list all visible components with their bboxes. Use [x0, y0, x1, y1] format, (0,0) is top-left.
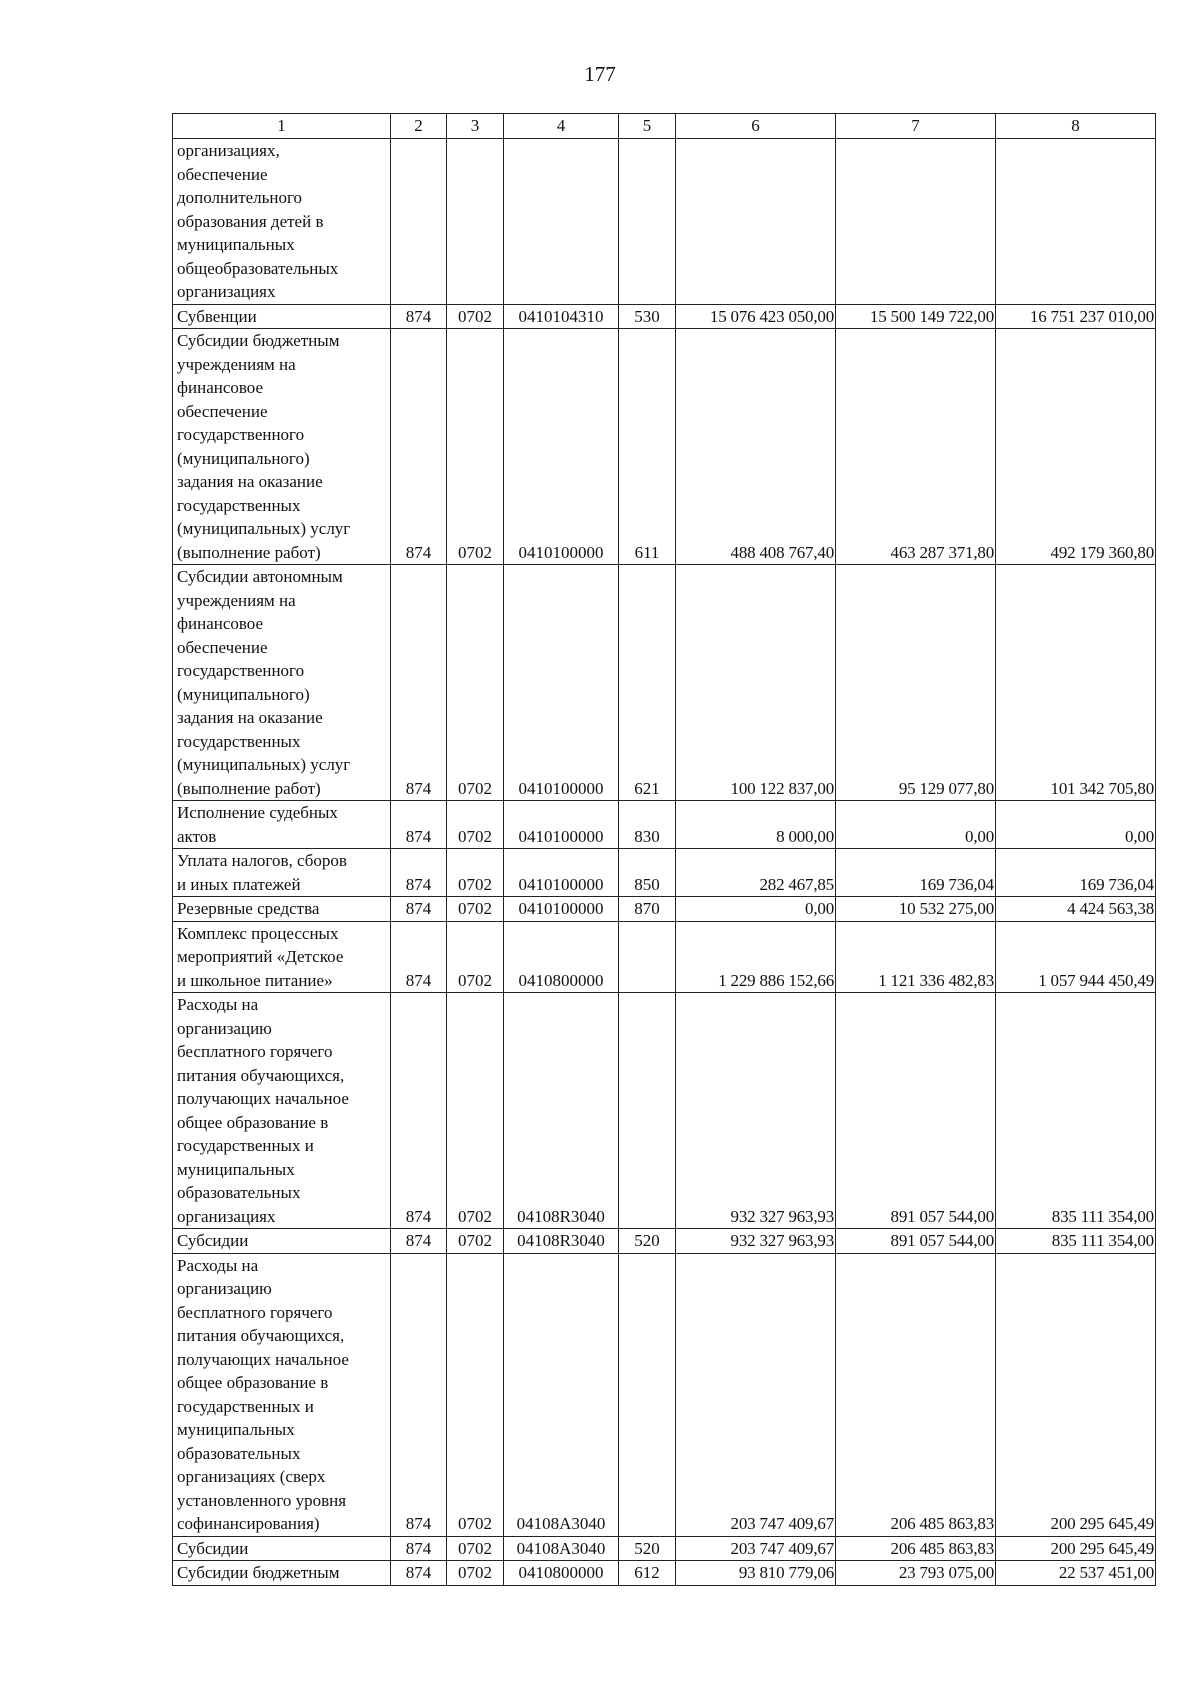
amount-year3-cell: 0,00: [996, 801, 1156, 849]
grbs-code-cell: 874: [391, 921, 447, 993]
header-row: [173, 114, 1156, 139]
row-name-cell: Резервные средства: [173, 897, 391, 922]
amount-year1-cell: 100 122 837,00: [676, 565, 836, 801]
amount-year3-cell: 1 057 944 450,49: [996, 921, 1156, 993]
table-row: [173, 565, 1156, 801]
amount-year2-cell: 95 129 077,80: [836, 565, 996, 801]
expense-type-cell: 850: [619, 849, 676, 897]
amount-year3-cell: [996, 139, 1156, 305]
section-code-cell: 0702: [447, 897, 504, 922]
amount-year2-cell: 15 500 149 722,00: [836, 304, 996, 329]
row-name-cell: Субсидии: [173, 1536, 391, 1561]
grbs-code-cell: 874: [391, 329, 447, 565]
table-row: [173, 921, 1156, 993]
target-article-cell: 0410800000: [504, 1561, 619, 1586]
table-row: [173, 897, 1156, 922]
amount-year2-cell: 206 485 863,83: [836, 1253, 996, 1536]
grbs-code-cell: 874: [391, 565, 447, 801]
amount-year2-cell: 891 057 544,00: [836, 993, 996, 1229]
column-header: 5: [619, 114, 676, 139]
amount-year3-cell: 4 424 563,38: [996, 897, 1156, 922]
amount-year3-cell: 835 111 354,00: [996, 1229, 1156, 1254]
amount-year1-cell: 932 327 963,93: [676, 1229, 836, 1254]
table-row: [173, 801, 1156, 849]
expense-type-cell: [619, 921, 676, 993]
section-code-cell: 0702: [447, 565, 504, 801]
amount-year3-cell: 200 295 645,49: [996, 1253, 1156, 1536]
column-header: 3: [447, 114, 504, 139]
section-code-cell: 0702: [447, 1229, 504, 1254]
row-name-cell: Субсидии автономным учреждениям на финансовое обеспечение государственного (муниципального) задания на оказание государственных (муниципальных) услуг (выполнение работ): [173, 565, 391, 801]
expense-type-cell: 621: [619, 565, 676, 801]
table-row: [173, 1253, 1156, 1536]
amount-year1-cell: 1 229 886 152,66: [676, 921, 836, 993]
amount-year1-cell: 203 747 409,67: [676, 1253, 836, 1536]
expense-type-cell: 611: [619, 329, 676, 565]
target-article-cell: 0410104310: [504, 304, 619, 329]
target-article-cell: [504, 139, 619, 305]
target-article-cell: 04108A3040: [504, 1253, 619, 1536]
table-row: [173, 329, 1156, 565]
row-name-cell: организациях, обеспечение дополнительного образования детей в муниципальных общеобразовательных организациях: [173, 139, 391, 305]
section-code-cell: 0702: [447, 1536, 504, 1561]
column-header: 8: [996, 114, 1156, 139]
section-code-cell: 0702: [447, 1253, 504, 1536]
amount-year2-cell: 169 736,04: [836, 849, 996, 897]
amount-year1-cell: 282 467,85: [676, 849, 836, 897]
row-name-cell: Субсидии бюджетным учреждениям на финансовое обеспечение государственного (муниципального) задания на оказание государственных (муниципальных) услуг (выполнение работ): [173, 329, 391, 565]
target-article-cell: 04108A3040: [504, 1536, 619, 1561]
amount-year3-cell: 16 751 237 010,00: [996, 304, 1156, 329]
target-article-cell: 0410100000: [504, 329, 619, 565]
target-article-cell: 0410100000: [504, 565, 619, 801]
page-number: 177: [584, 62, 616, 86]
grbs-code-cell: 874: [391, 849, 447, 897]
target-article-cell: 04108R3040: [504, 993, 619, 1229]
target-article-cell: 0410800000: [504, 921, 619, 993]
row-name-cell: Исполнение судебных актов: [173, 801, 391, 849]
grbs-code-cell: 874: [391, 801, 447, 849]
amount-year3-cell: 169 736,04: [996, 849, 1156, 897]
amount-year2-cell: 891 057 544,00: [836, 1229, 996, 1254]
row-name-cell: Субсидии бюджетным: [173, 1561, 391, 1586]
amount-year3-cell: 492 179 360,80: [996, 329, 1156, 565]
expense-type-cell: 612: [619, 1561, 676, 1586]
grbs-code-cell: 874: [391, 1561, 447, 1586]
column-header: 6: [676, 114, 836, 139]
row-name-cell: Уплата налогов, сборов и иных платежей: [173, 849, 391, 897]
row-name-cell: Субвенции: [173, 304, 391, 329]
row-name-cell: Расходы на организацию бесплатного горячего питания обучающихся, получающих начальное общее образование в государственных и муниципальных образовательных организациях (сверх установленного уровня софинансирования): [173, 1253, 391, 1536]
table-row: [173, 993, 1156, 1229]
amount-year2-cell: 463 287 371,80: [836, 329, 996, 565]
grbs-code-cell: 874: [391, 304, 447, 329]
grbs-code-cell: 874: [391, 993, 447, 1229]
expense-type-cell: [619, 993, 676, 1229]
amount-year1-cell: 8 000,00: [676, 801, 836, 849]
section-code-cell: 0702: [447, 329, 504, 565]
amount-year1-cell: 0,00: [676, 897, 836, 922]
amount-year2-cell: 10 532 275,00: [836, 897, 996, 922]
expense-type-cell: 530: [619, 304, 676, 329]
amount-year1-cell: 93 810 779,06: [676, 1561, 836, 1586]
amount-year1-cell: 488 408 767,40: [676, 329, 836, 565]
table-row: [173, 1561, 1156, 1586]
amount-year1-cell: [676, 139, 836, 305]
section-code-cell: 0702: [447, 304, 504, 329]
section-code-cell: 0702: [447, 801, 504, 849]
section-code-cell: 0702: [447, 1561, 504, 1586]
column-header: 7: [836, 114, 996, 139]
amount-year1-cell: 15 076 423 050,00: [676, 304, 836, 329]
section-code-cell: [447, 139, 504, 305]
grbs-code-cell: 874: [391, 1536, 447, 1561]
table-row: [173, 849, 1156, 897]
amount-year2-cell: 23 793 075,00: [836, 1561, 996, 1586]
target-article-cell: 0410100000: [504, 897, 619, 922]
amount-year1-cell: 203 747 409,67: [676, 1536, 836, 1561]
amount-year2-cell: 0,00: [836, 801, 996, 849]
table-row: [173, 1229, 1156, 1254]
amount-year3-cell: 835 111 354,00: [996, 993, 1156, 1229]
amount-year2-cell: [836, 139, 996, 305]
budget-table: [172, 113, 1156, 1586]
row-name-cell: Комплекс процессных мероприятий «Детское и школьное питание»: [173, 921, 391, 993]
amount-year3-cell: 200 295 645,49: [996, 1536, 1156, 1561]
amount-year3-cell: 22 537 451,00: [996, 1561, 1156, 1586]
amount-year2-cell: 1 121 336 482,83: [836, 921, 996, 993]
grbs-code-cell: [391, 139, 447, 305]
amount-year1-cell: 932 327 963,93: [676, 993, 836, 1229]
row-name-cell: Расходы на организацию бесплатного горячего питания обучающихся, получающих начальное общее образование в государственных и муниципальных образовательных организациях: [173, 993, 391, 1229]
section-code-cell: 0702: [447, 921, 504, 993]
table-row: [173, 304, 1156, 329]
target-article-cell: 04108R3040: [504, 1229, 619, 1254]
expense-type-cell: 520: [619, 1536, 676, 1561]
expense-type-cell: 870: [619, 897, 676, 922]
table-row: [173, 139, 1156, 305]
grbs-code-cell: 874: [391, 897, 447, 922]
target-article-cell: 0410100000: [504, 801, 619, 849]
grbs-code-cell: 874: [391, 1229, 447, 1254]
column-header: 4: [504, 114, 619, 139]
grbs-code-cell: 874: [391, 1253, 447, 1536]
column-header: 2: [391, 114, 447, 139]
amount-year3-cell: 101 342 705,80: [996, 565, 1156, 801]
expense-type-cell: 520: [619, 1229, 676, 1254]
expense-type-cell: 830: [619, 801, 676, 849]
amount-year2-cell: 206 485 863,83: [836, 1536, 996, 1561]
expense-type-cell: [619, 139, 676, 305]
section-code-cell: 0702: [447, 993, 504, 1229]
expense-type-cell: [619, 1253, 676, 1536]
row-name-cell: Субсидии: [173, 1229, 391, 1254]
table-row: [173, 1536, 1156, 1561]
column-header: 1: [173, 114, 391, 139]
section-code-cell: 0702: [447, 849, 504, 897]
target-article-cell: 0410100000: [504, 849, 619, 897]
